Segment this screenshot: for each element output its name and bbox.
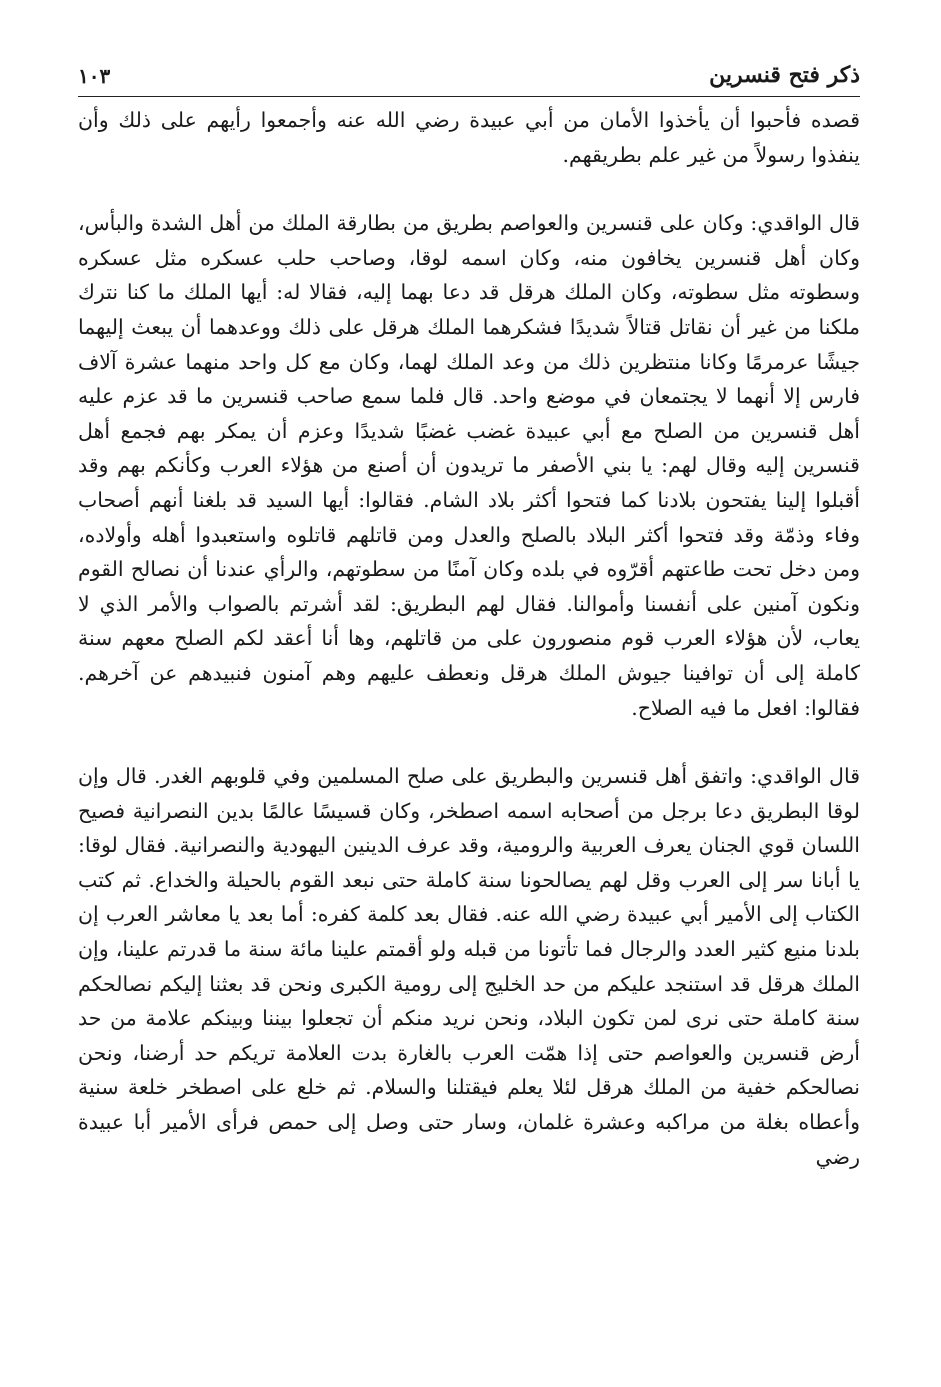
paragraph-1: قصده فأحبوا أن يأخذوا الأمان من أبي عبيدة رضي الله عنه وأجمعوا رأيهم على ذلك وأن ينفذوا رسولاً من غير علم بطريقهم. [78,108,860,167]
page-number: ١٠٣ [78,64,111,88]
paragraph-3: قال الواقدي: واتفق أهل قنسرين والبطريق على صلح المسلمين وفي قلوبهم الغدر. قال وإن لوقا البطريق دعا برجل من أصحابه اسمه اصطخر، وكان قسيسًا عالمًا بدين النصرانية فصيح اللسان قوي الجنان يعرف العربية والرومية، وقد عرف الدينين اليهودية والنصرانية. فقال لوقا: يا أبانا سر إلى العرب وقل لهم يصالحونا سنة كاملة حتى نبعد القوم بالحيلة والخداع. ثم كتب الكتاب إلى الأمير أبي عبيدة رضي الله عنه. فقال بعد كلمة كفره: أما بعد يا معاشر العرب إن بلدنا منيع كثير العدد والرجال فما تأتونا من قبله ولو أقمتم علينا مائة سنة ما قدرتم علينا، وإن الملك هرقل قد استنجد عليكم من حد الخليج إلى رومية الكبرى ونحن قد بعثنا إليكم نصالحكم سنة كاملة حتى نرى لمن تكون البلاد، ونحن نريد منكم أن تجعلوا بيننا وبينكم علامة من حد أرض قنسرين والعواصم حتى إذا همّت العرب بالغارة بدت العلامة تريكم حد أرضنا، ونحن نصالحكم خفية من الملك هرقل لئلا يعلم فيقتلنا والسلام. ثم خلع على اصطخر خلعة سنية وأعطاه بغلة من مراكبه وعشرة غلمان، وسار حتى وصل إلى حمص فرأى الأمير أبا عبيدة رضي [78,764,860,1169]
running-header [78,58,860,97]
chapter-title: ذكر فتح قنسرين [709,62,860,88]
paragraph-2: قال الواقدي: وكان على قنسرين والعواصم بطريق من بطارقة الملك من أهل الشدة والبأس، وكان أهل قنسرين يخافون منه، وكان اسمه لوقا، وصاحب حلب عسكره مثل عسكره وسطوته مثل سطوته، وكان الملك هرقل قد دعا بهما إليه، فقالا له: أيها الملك ما كنا نترك ملكنا من غير أن نقاتل قتالاً شديدًا فشكرهما الملك هرقل على ذلك ووعدهما أن يبعث إليهما جيشًا عرمرمًا وكانا منتظرين ذلك من وعد الملك لهما، وكان مع كل واحد منهما عشرة آلاف فارس إلا أنهما لا يجتمعان في موضع واحد. قال فلما سمع صاحب قنسرين ما قد عزم عليه أهل قنسرين من الصلح مع أبي عبيدة غضب غضبًا شديدًا وعزم أن يمكر بهم فجمع أهل قنسرين إليه وقال لهم: يا بني الأصفر ما تريدون أن أصنع من هؤلاء العرب وكأنكم بهم وقد أقبلوا إلينا يفتحون بلادنا كما فتحوا أكثر بلاد الشام. فقالوا: أيها السيد قد بلغنا أنهم أصحاب وفاء وذمّة وقد فتحوا أكثر البلاد بالصلح والعدل ومن قاتلهم قاتلوه واستعبدوا أهله وأولاده، ومن دخل تحت طاعتهم أقرّوه في بلده وكان آمنًا من سطوتهم، والرأي عندنا أن نصالح القوم ونكون آمنين على أنفسنا وأموالنا. فقال لهم البطريق: لقد أشرتم بالصواب والأمر الذي لا يعاب، لأن هؤلاء العرب قوم منصورون على من قاتلهم، وها أنا أعقد لكم الصلح معهم سنة كاملة إلى أن توافينا جيوش الملك هرقل ونعطف عليهم وهم آمنون فنبيدهم عن آخرهم. فقالوا: افعل ما فيه الصلاح. [78,211,860,720]
book-page [78,58,860,1174]
